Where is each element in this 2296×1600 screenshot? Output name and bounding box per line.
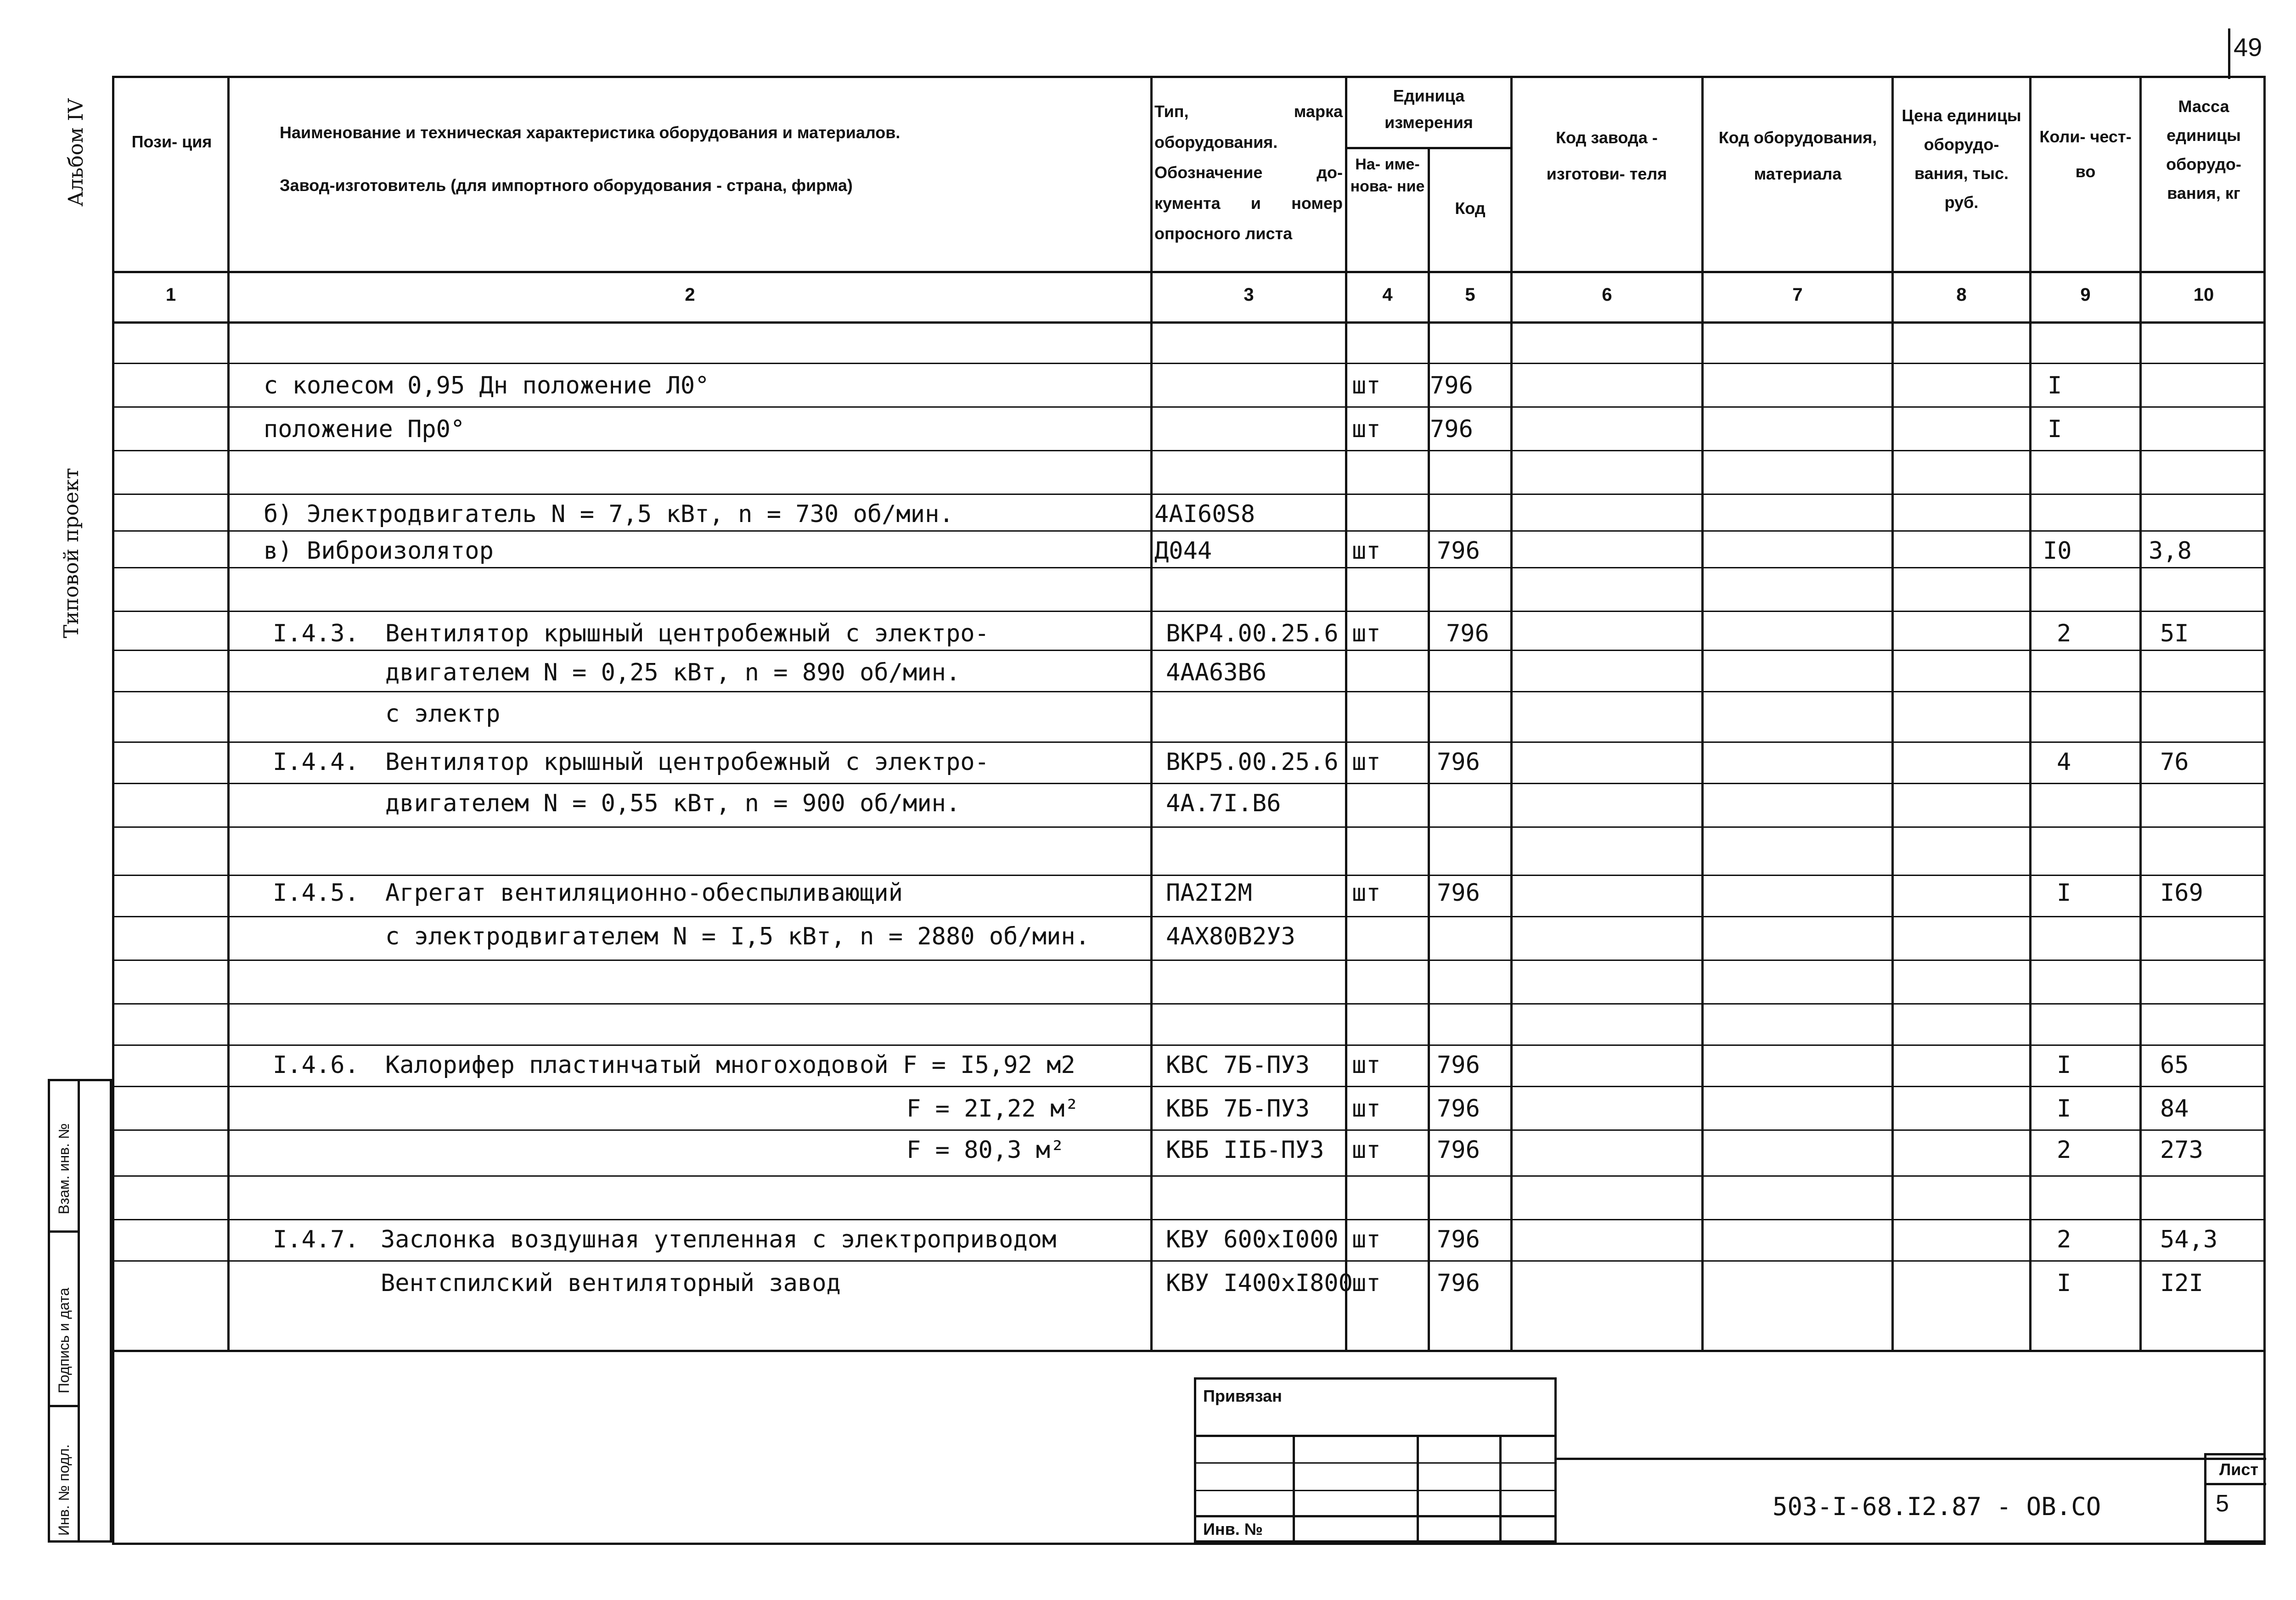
header-maker-code: Код завода - изготови- теля: [1546, 128, 1667, 184]
row-code: 796: [1437, 748, 1480, 776]
col-number-6: 6: [1602, 285, 1612, 305]
row-qty: I: [2048, 415, 2062, 443]
stamp-label-replace: Взам. инв. №: [56, 1123, 72, 1214]
row-unit: шт: [1352, 372, 1381, 399]
row-name: Калорифер пластинчатый многоходовой F = I5,92 м2: [385, 1051, 1075, 1079]
col-number-7: 7: [1792, 285, 1803, 305]
col-number-3: 3: [1244, 285, 1254, 305]
row-code: 796: [1437, 1095, 1480, 1123]
row-position: I.4.5.: [273, 879, 359, 907]
header-unit-group: Единица измерения: [1384, 86, 1473, 132]
binding-block: [1194, 1377, 1557, 1543]
header-mass: Масса единицы оборудо- вания, кг: [2166, 97, 2241, 202]
project-label: Типовой проект: [60, 468, 83, 638]
row-type: ПА2I2М: [1166, 879, 1252, 907]
row-type: 4АХ80В2УЗ: [1166, 923, 1295, 950]
row-type: Д044: [1154, 537, 1212, 565]
row-type: ВКР4.00.25.6: [1166, 620, 1339, 647]
row-mass: 273: [2160, 1136, 2203, 1164]
row-qty: I: [2048, 372, 2062, 399]
row-name: с электр: [385, 700, 501, 728]
row-mass: 76: [2160, 748, 2189, 776]
stamp-label-signature: Подпись и дата: [56, 1287, 72, 1393]
row-qty: I: [2057, 1095, 2071, 1123]
row-position: I.4.4.: [273, 748, 359, 776]
header-unit-code: Код: [1455, 199, 1486, 218]
row-code: 796: [1446, 620, 1489, 647]
row-type: 4АI60S8: [1154, 500, 1255, 528]
row-type: КВС 7Б-ПУЗ: [1166, 1051, 1310, 1079]
frame-left-line: [112, 1350, 114, 1545]
bound-label: Привязан: [1203, 1387, 1282, 1405]
approval-stamp-column: [48, 1079, 112, 1543]
col-number-5: 5: [1465, 285, 1475, 305]
row-unit: шт: [1352, 1226, 1381, 1253]
row-name: Вентспилский вентиляторный завод: [381, 1269, 841, 1297]
row-name: с электродвигателем N = I,5 кВт, n = 2880 об/мин.: [385, 923, 1090, 950]
row-position: I.4.3.: [273, 620, 359, 647]
row-code: 796: [1430, 415, 1473, 443]
row-name: положение Пр0°: [264, 415, 465, 443]
col-number-8: 8: [1956, 285, 1967, 305]
document-code: 503-I-68.I2.87 - ОВ.СО: [1773, 1492, 2101, 1521]
row-name: F = 2I,22 м²: [906, 1095, 1079, 1123]
row-code: 796: [1430, 372, 1473, 399]
sheet-number-box: [2204, 1453, 2266, 1543]
row-code: 796: [1437, 1051, 1480, 1079]
inventory-label: Инв. №: [1203, 1520, 1263, 1538]
row-code: 796: [1437, 1269, 1480, 1297]
row-name: Агрегат вентиляционно-обеспыливающий: [385, 879, 903, 907]
sheet-number: 5: [2216, 1490, 2229, 1517]
row-position: I.4.7.: [273, 1226, 359, 1253]
col-number-1: 1: [165, 285, 176, 305]
col-number-2: 2: [685, 285, 695, 305]
row-unit: шт: [1352, 1051, 1381, 1079]
page-number-bar: [2228, 28, 2230, 79]
specification-table: [112, 76, 2266, 1352]
row-qty: I0: [2043, 537, 2072, 565]
col-number-4: 4: [1382, 285, 1393, 305]
row-qty: I: [2057, 1269, 2071, 1297]
row-mass: 65: [2160, 1051, 2189, 1079]
row-mass: 84: [2160, 1095, 2189, 1123]
row-unit: шт: [1352, 1095, 1381, 1123]
row-unit: шт: [1352, 620, 1381, 647]
title-block-line: [1557, 1458, 2266, 1460]
row-unit: шт: [1352, 415, 1381, 443]
row-type: КВУ 600хI000: [1166, 1226, 1339, 1253]
header-quantity: Коли- чест- во: [2039, 127, 2132, 181]
row-mass: 54,3: [2160, 1226, 2218, 1253]
row-type: КВБ 7Б-ПУЗ: [1166, 1095, 1310, 1123]
frame-bottom-line: [112, 1543, 2266, 1545]
header-name-line2: Завод-изготовитель (для импортного оборудования - страна, фирма): [280, 176, 853, 195]
header-unit-name: На- име- нова- ние: [1350, 156, 1425, 195]
row-qty: 2: [2057, 1226, 2071, 1253]
header-position: Пози- ция: [131, 132, 212, 151]
row-code: 796: [1437, 879, 1480, 907]
stamp-label-inventory: Инв. № подл.: [56, 1444, 72, 1536]
album-label: Альбом IV: [64, 98, 88, 207]
header-equipment-code: Код оборудования, материала: [1718, 128, 1877, 184]
row-qty: 2: [2057, 620, 2071, 647]
row-qty: I: [2057, 879, 2071, 907]
row-name: Заслонка воздушная утепленная с электроприводом: [381, 1226, 1057, 1253]
row-mass: 3,8: [2149, 537, 2192, 565]
row-type: ВКР5.00.25.6: [1166, 748, 1339, 776]
row-unit: шт: [1352, 1136, 1381, 1164]
row-name: двигателем N = 0,55 кВт, n = 900 об/мин.: [385, 790, 961, 817]
row-qty: 2: [2057, 1136, 2071, 1164]
sheet-label: Лист: [2219, 1460, 2259, 1479]
row-unit: шт: [1352, 1269, 1381, 1297]
row-unit: шт: [1352, 879, 1381, 907]
row-code: 796: [1437, 537, 1480, 565]
row-name: Вентилятор крышный центробежный с электро-: [385, 748, 989, 776]
col-number-9: 9: [2080, 285, 2091, 305]
row-name: с колесом 0,95 Дн положение Л0°: [264, 372, 709, 399]
row-unit: шт: [1352, 748, 1381, 776]
header-type: Тип, марка оборудования. Обозначение до- кумента и номер опросного листа: [1154, 102, 1343, 243]
header-name-line1: Наименование и техническая характеристика оборудования и материалов.: [280, 123, 900, 142]
row-type: КВУ I400хI800: [1166, 1269, 1353, 1297]
row-name: в) Виброизолятор: [264, 537, 494, 565]
row-type: 4А.7I.В6: [1166, 790, 1281, 817]
row-type: 4АА63В6: [1166, 659, 1267, 686]
row-mass: I2I: [2160, 1269, 2203, 1297]
row-position: I.4.6.: [273, 1051, 359, 1079]
row-unit: шт: [1352, 537, 1381, 565]
row-type: КВБ IIБ-ПУЗ: [1166, 1136, 1324, 1164]
row-qty: 4: [2057, 748, 2071, 776]
row-qty: I: [2057, 1051, 2071, 1079]
row-name: двигателем N = 0,25 кВт, n = 890 об/мин.: [385, 659, 961, 686]
row-name: б) Электродвигатель N = 7,5 кВт, n = 730 об/мин.: [264, 500, 954, 528]
header-price: Цена единицы оборудо- вания, тыс. руб.: [1902, 106, 2021, 212]
row-mass: I69: [2160, 879, 2203, 907]
row-mass: 5I: [2160, 620, 2189, 647]
row-name: Вентилятор крышный центробежный с электро-: [385, 620, 989, 647]
col-number-10: 10: [2193, 285, 2214, 305]
page-number: 49: [2234, 33, 2262, 62]
row-code: 796: [1437, 1226, 1480, 1253]
row-name: F = 80,3 м²: [906, 1136, 1065, 1164]
row-code: 796: [1437, 1136, 1480, 1164]
